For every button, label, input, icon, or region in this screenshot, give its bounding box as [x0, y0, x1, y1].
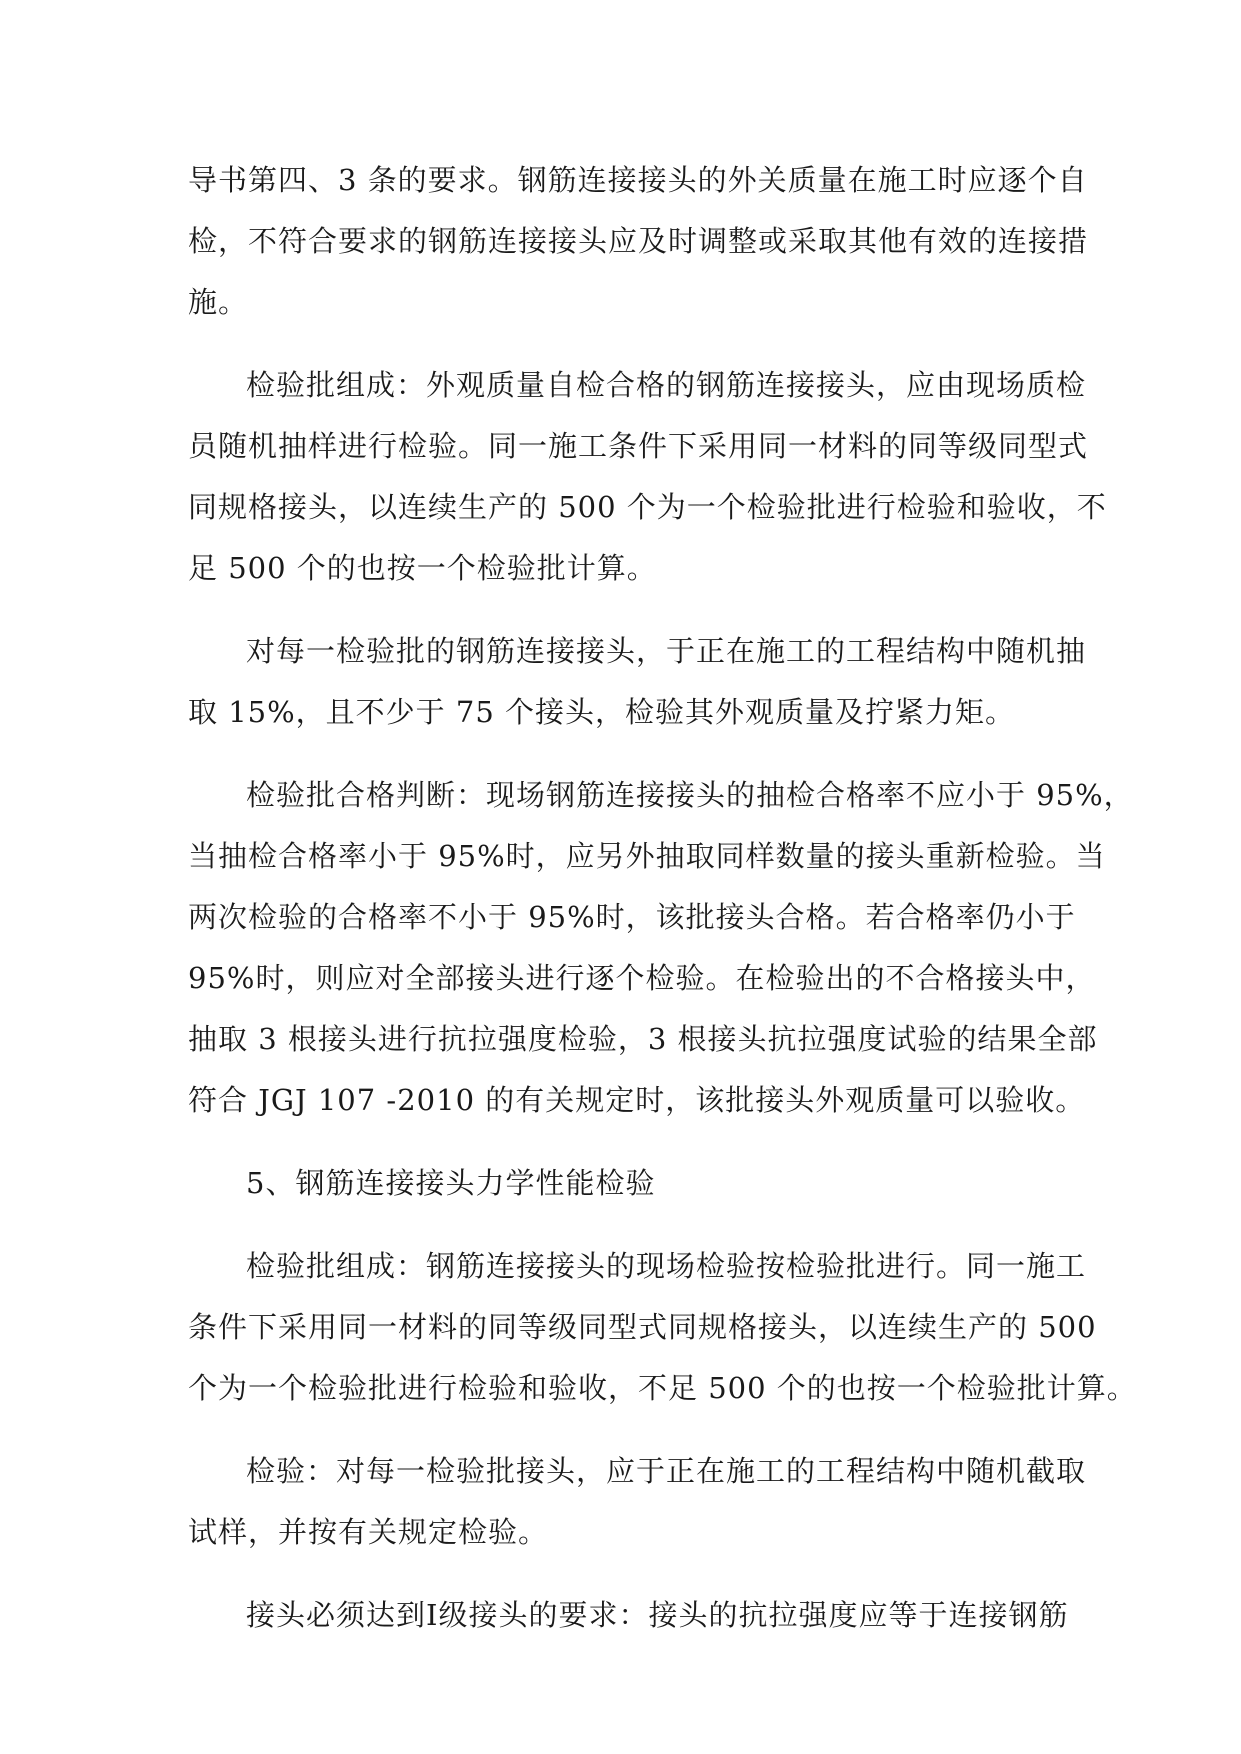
text-line: 个为一个检验批进行检验和验收，不足 500 个的也按一个检验批计算。 — [188, 1371, 1137, 1405]
paragraph — [188, 1441, 1087, 1563]
paragraph — [188, 1236, 1137, 1419]
text-line: 条件下采用同一材料的同等级同型式同规格接头，以连续生产的 500 — [188, 1310, 1097, 1344]
text-line: 检验：对每一检验批接头，应于正在施工的工程结构中随机截取 — [246, 1454, 1087, 1488]
paragraph — [188, 355, 1107, 599]
text-line: 取 15%，且不少于 75 个接头，检验其外观质量及拧紧力矩。 — [188, 695, 1016, 729]
text-line: 两次检验的合格率不小于 95%时，该批接头合格。若合格率仍小于 — [188, 900, 1076, 934]
paragraph — [188, 150, 1089, 333]
text-line: 对每一检验批的钢筋连接接头，于正在施工的工程结构中随机抽 — [246, 634, 1087, 668]
text-line: 检验批组成：外观质量自检合格的钢筋连接接头，应由现场质检 — [246, 368, 1087, 402]
text-line: 当抽检合格率小于 95%时，应另外抽取同样数量的接头重新检验。当 — [188, 839, 1106, 873]
text-line: 员随机抽样进行检验。同一施工条件下采用同一材料的同等级同型式 — [188, 429, 1089, 463]
text-line: 接头必须达到Ⅰ级接头的要求：接头的抗拉强度应等于连接钢筋 — [246, 1598, 1069, 1632]
text-line: 检验批合格判断：现场钢筋连接接头的抽检合格率不应小于 95%， — [246, 778, 1134, 812]
text-line: 试样，并按有关规定检验。 — [188, 1515, 549, 1549]
paragraph — [188, 765, 1134, 1131]
text-line: 抽取 3 根接头进行抗拉强度检验，3 根接头抗拉强度试验的结果全部 — [188, 1022, 1098, 1056]
text-line: 95%时，则应对全部接头进行逐个检验。在检验出的不合格接头中， — [188, 961, 1096, 995]
paragraph — [188, 621, 1087, 743]
text-line: 同规格接头，以连续生产的 500 个为一个检验批进行检验和验收，不 — [188, 490, 1107, 524]
document-body — [188, 150, 1137, 1646]
text-line: 检验批组成：钢筋连接接头的现场检验按检验批进行。同一施工 — [246, 1249, 1087, 1283]
text-line: 导书第四、3 条的要求。钢筋连接接头的外关质量在施工时应逐个自 — [188, 163, 1088, 197]
text-line: 足 500 个的也按一个检验批计算。 — [188, 551, 657, 585]
text-line: 施。 — [188, 285, 249, 319]
paragraph — [188, 1585, 1069, 1646]
text-line: 符合 JGJ 107 -2010 的有关规定时，该批接头外观质量可以验收。 — [188, 1083, 1086, 1117]
section-heading — [188, 1153, 1054, 1214]
text-line: 检，不符合要求的钢筋连接接头应及时调整或采取其他有效的连接措 — [188, 224, 1089, 258]
text-line: 5、钢筋连接接头力学性能检验 — [246, 1166, 656, 1200]
